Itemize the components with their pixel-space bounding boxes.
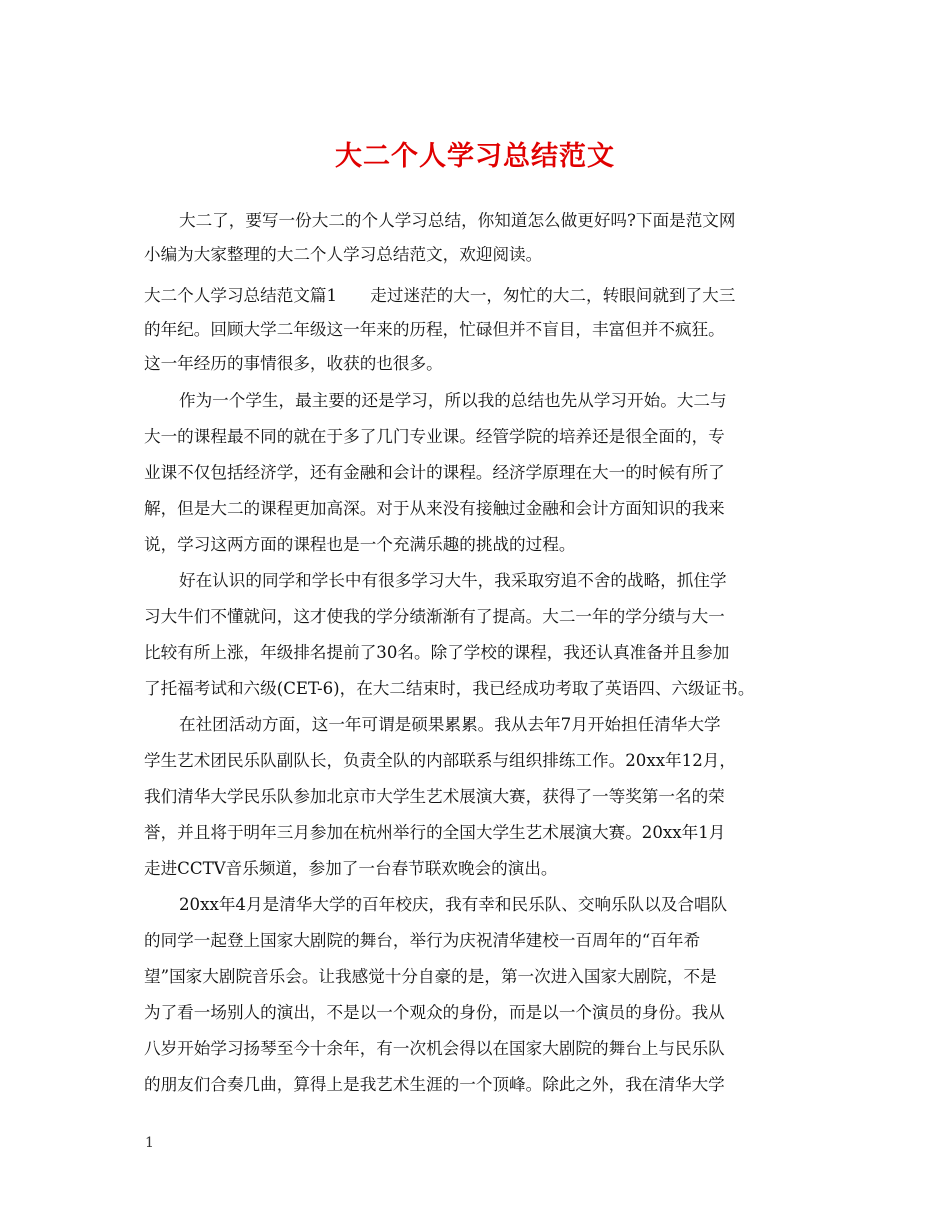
text-line: 的同学一起登上国家大剧院的舞台，举行为庆祝清华建校一百周年的“百年希: [144, 931, 701, 950]
text-line: 20xx年4月是清华大学的百年校庆，我有幸和民乐队、交响乐队以及合唱队: [179, 895, 728, 914]
text-line: 的年纪。回顾大学二年级这一年来的历程，忙碌但并不盲目，丰富但并不疯狂。: [144, 320, 725, 339]
text-line: 小编为大家整理的大二个人学习总结范文，欢迎阅读。: [144, 245, 543, 264]
text-line: 大一的课程最不同的就在于多了几门专业课。经管学院的培养还是很全面的，专: [144, 427, 725, 446]
text-line: 望”国家大剧院音乐会。让我感觉十分自豪的是，第一次进入国家大剧院，不是: [144, 967, 717, 986]
text-line: 学生艺术团民乐队副队长，负责全队的内部联系与组织排练工作。20xx年12月，: [144, 751, 736, 770]
page-number: 1: [145, 1135, 154, 1151]
text-line: 解，但是大二的课程更加高深。对于从来没有接触过金融和会计方面知识的我来: [144, 499, 725, 518]
text-line: 的朋友们合奏几曲，算得上是我艺术生涯的一个顶峰。除此之外，我在清华大学: [144, 1075, 725, 1094]
text-line: 这一年经历的事情很多，收获的也很多。: [144, 354, 443, 373]
text-line: 好在认识的同学和学长中有很多学习大牛，我采取穷追不舍的战略，抓住学: [179, 571, 727, 590]
document-title: 大二个人学习总结范文: [335, 141, 615, 172]
text-line: 比较有所上涨，年级排名提前了30名。除了学校的课程，我还认真准备并且参加: [144, 643, 730, 662]
text-line: 为了看一场别人的演出，不是以一个观众的身份，而是以一个演员的身份。我从: [144, 1003, 725, 1022]
text-line: 走进CCTV音乐频道，参加了一台春节联欢晚会的演出。: [144, 859, 558, 878]
text-line: 誉，并且将于明年三月参加在杭州举行的全国大学生艺术展演大赛。20xx年1月: [144, 823, 726, 842]
text-line: 八岁开始学习扬琴至今十余年，有一次机会得以在国家大剧院的舞台上与民乐队: [144, 1039, 725, 1058]
text-line: 说，学习这两方面的课程也是一个充满乐趣的挑战的过程。: [144, 535, 576, 554]
text-line: 作为一个学生，最主要的还是学习，所以我的总结也先从学习开始。大二与: [179, 391, 727, 410]
text-line: 大二了，要写一份大二的个人学习总结，你知道怎么做更好吗?下面是范文网: [179, 211, 736, 230]
text-line: 了托福考试和六级(CET-6)，在大二结束时，我已经成功考取了英语四、六级证书。: [144, 679, 755, 698]
text-line: 我们清华大学民乐队参加北京市大学生艺术展演大赛，获得了一等奖第一名的荣: [144, 787, 725, 806]
text-line: 业课不仅包括经济学，还有金融和会计的课程。经济学原理在大一的时候有所了: [144, 463, 725, 482]
text-line: 习大牛们不懂就问，这才使我的学分绩渐渐有了提高。大二一年的学分绩与大一: [144, 607, 725, 626]
text-line: 大二个人学习总结范文篇1 走过迷茫的大一，匆忙的大二，转眼间就到了大三: [144, 286, 736, 305]
text-line: 在社团活动方面，这一年可谓是硕果累累。我从去年7月开始担任清华大学: [179, 715, 721, 734]
